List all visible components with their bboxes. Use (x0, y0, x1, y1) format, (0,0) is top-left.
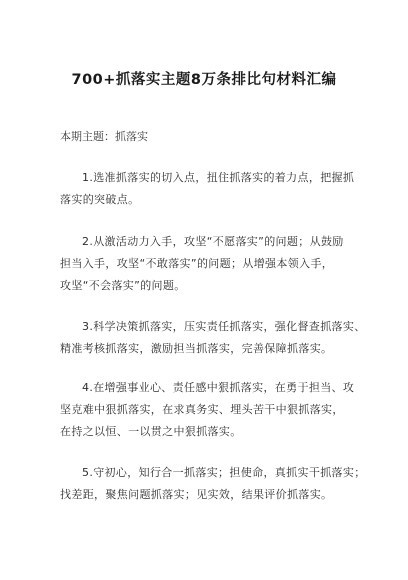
paragraph-line: 5.守初心，知行合一抓落实；担使命，真抓实干抓落实； (82, 466, 366, 479)
paragraph-1 (60, 167, 360, 211)
paragraph-3 (60, 316, 366, 360)
paragraph-line: 3.科学决策抓落实，压实责任抓落实，强化督查抓落实、 (82, 320, 366, 333)
paragraph-line: 1.选准抓落实的切入点，扭住抓落实的着力点，把握抓 (82, 171, 355, 184)
paragraph-line: 精准考核抓落实，激励担当抓落实，完善保障抓落实。 (60, 342, 333, 355)
paragraph-2 (60, 231, 360, 297)
paragraph-line: 坚克难中狠抓落实，在求真务实、埋头苦干中狠抓落实， (60, 403, 344, 416)
paragraph-line: 2.从激活动力入手，攻坚“不愿落实”的问题；从鼓励 (82, 235, 344, 248)
paragraph-5 (60, 462, 366, 506)
paragraph-line: 攻坚“不会落实”的问题。 (60, 279, 186, 292)
paragraph-line: 4.在增强事业心、责任感中狠抓落实，在勇于担当、攻 (82, 381, 355, 394)
intro-line: 本期主题：抓落实 (60, 130, 148, 143)
paragraph-line: 落实的突破点。 (60, 193, 140, 206)
paragraph-4 (60, 377, 360, 443)
document-title: 700+抓落实主题8万条排比句材料汇编 (71, 72, 337, 88)
paragraph-line: 在持之以恒、一以贯之中狠抓落实。 (60, 425, 242, 438)
paragraph-line: 担当入手，攻坚“不敢落实”的问题；从增强本领入手， (60, 257, 334, 270)
paragraph-line: 找差距，聚焦问题抓落实；见实效，结果评价抓落实。 (60, 488, 333, 501)
